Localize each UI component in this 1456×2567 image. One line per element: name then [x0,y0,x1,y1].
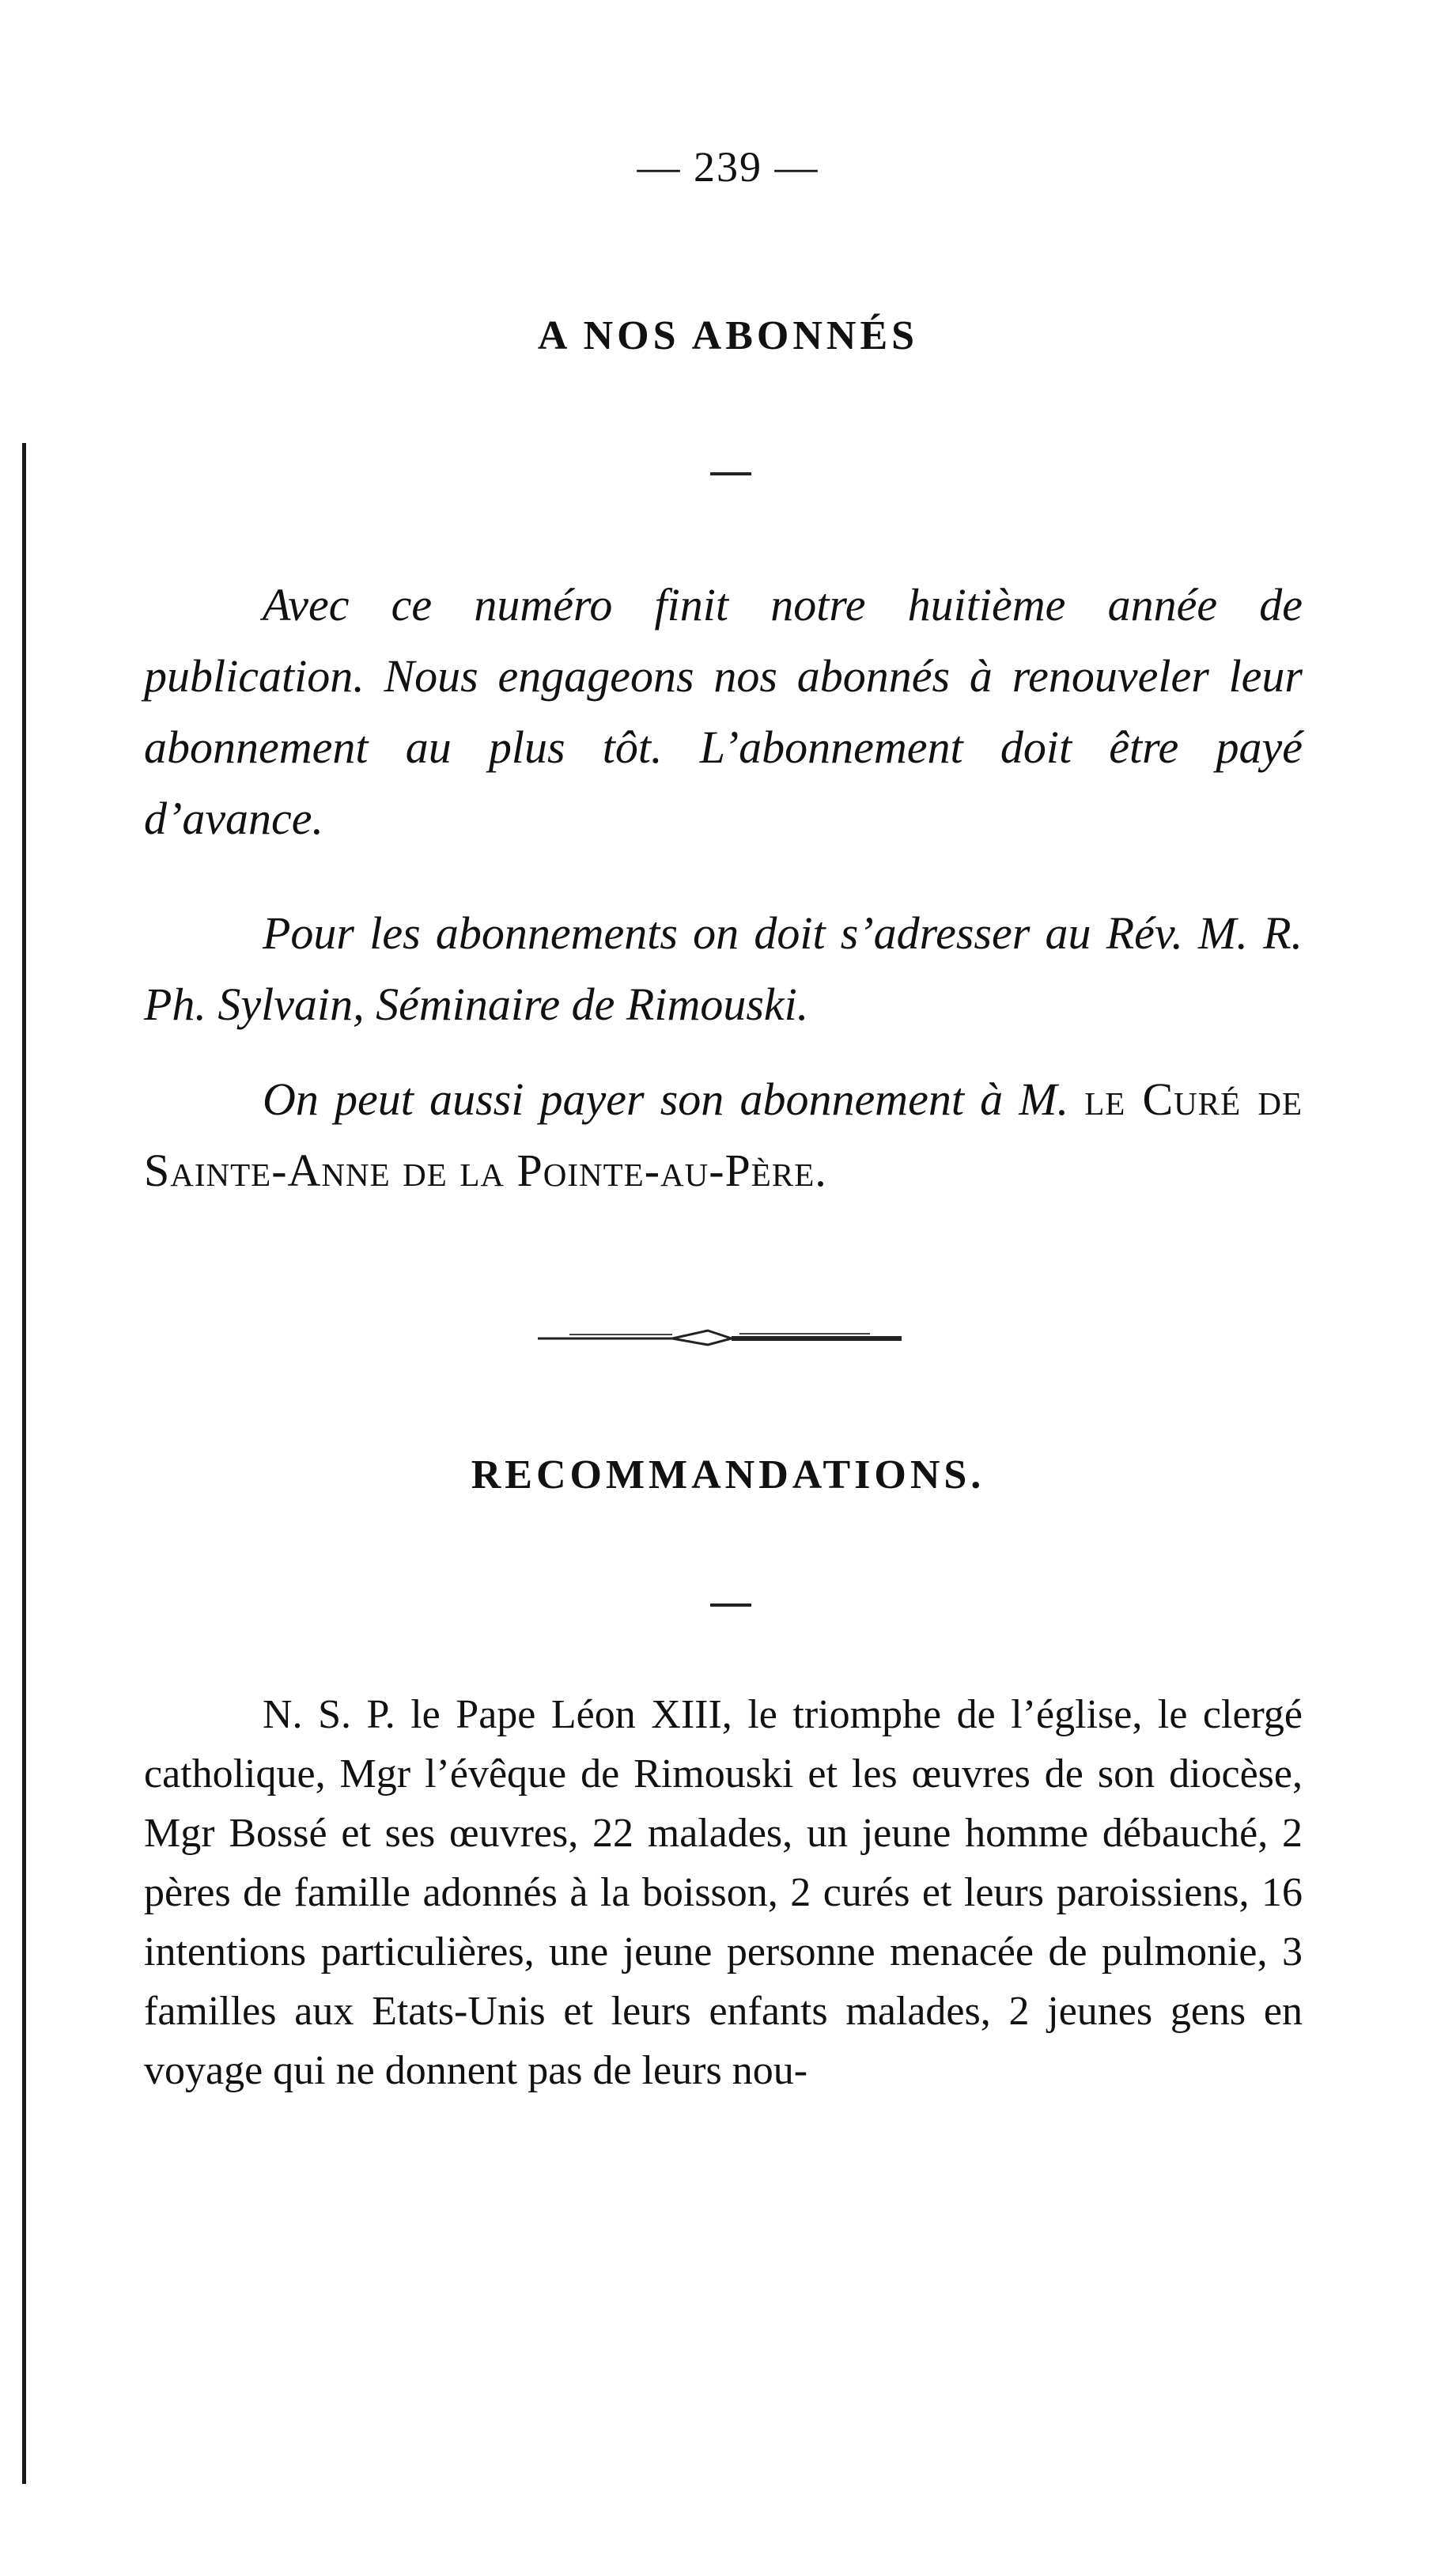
recommendations-paragraph [144,1685,1303,2100]
title-separator-2 [710,1603,751,1607]
subscribers-paragraph-1 [144,570,1303,854]
section-title-subscribers: A NOS ABONNÉS [537,313,919,358]
ornamental-rule [538,1327,902,1348]
title-separator-1 [710,472,751,475]
page-number: — 239 — [637,143,819,191]
subscribers-paragraph-2-text: Pour les abonnements on doit s’adresser au Rév. M. R. Ph. Sylvain, Séminaire de Rimouski. [144,907,1303,1030]
section-title-recommendations: RECOMMANDATIONS. [471,1452,985,1497]
subscribers-paragraph-3-smallcaps: le Curé de Sainte-Anne de la Pointe-au-Père. [144,1073,1303,1196]
subscribers-paragraph-1-text: Avec ce numéro finit notre huitième année de publication. Nous engageons nos abonnés à renouveler leur abonnement au plus tôt. L’abonnement doit être payé d’avance. [144,579,1303,844]
subscribers-paragraph-3-italic: On peut aussi payer son abonnement à M. [263,1073,1069,1125]
recommendations-paragraph-text: N. S. P. le Pape Léon XIII, le triomphe de l’église, le clergé catholique, Mgr l’évêque de Rimouski et les œuvres de son diocèse, Mgr Bossé et ses œuvres, 22 malades, un jeune homme débauché, 2 pères de famille adonnés à la boisson, 2 curés et leurs paroissiens, 16 intentions particulières, une jeune personne menacée de pulmonie, 3 familles aux Etats-Unis et leurs enfants malades, 2 jeunes gens en voyage qui ne donnent pas de leurs nou- [144,1692,1303,2093]
subscribers-paragraph-2 [144,898,1303,1040]
subscribers-paragraph-3 [144,1064,1303,1206]
